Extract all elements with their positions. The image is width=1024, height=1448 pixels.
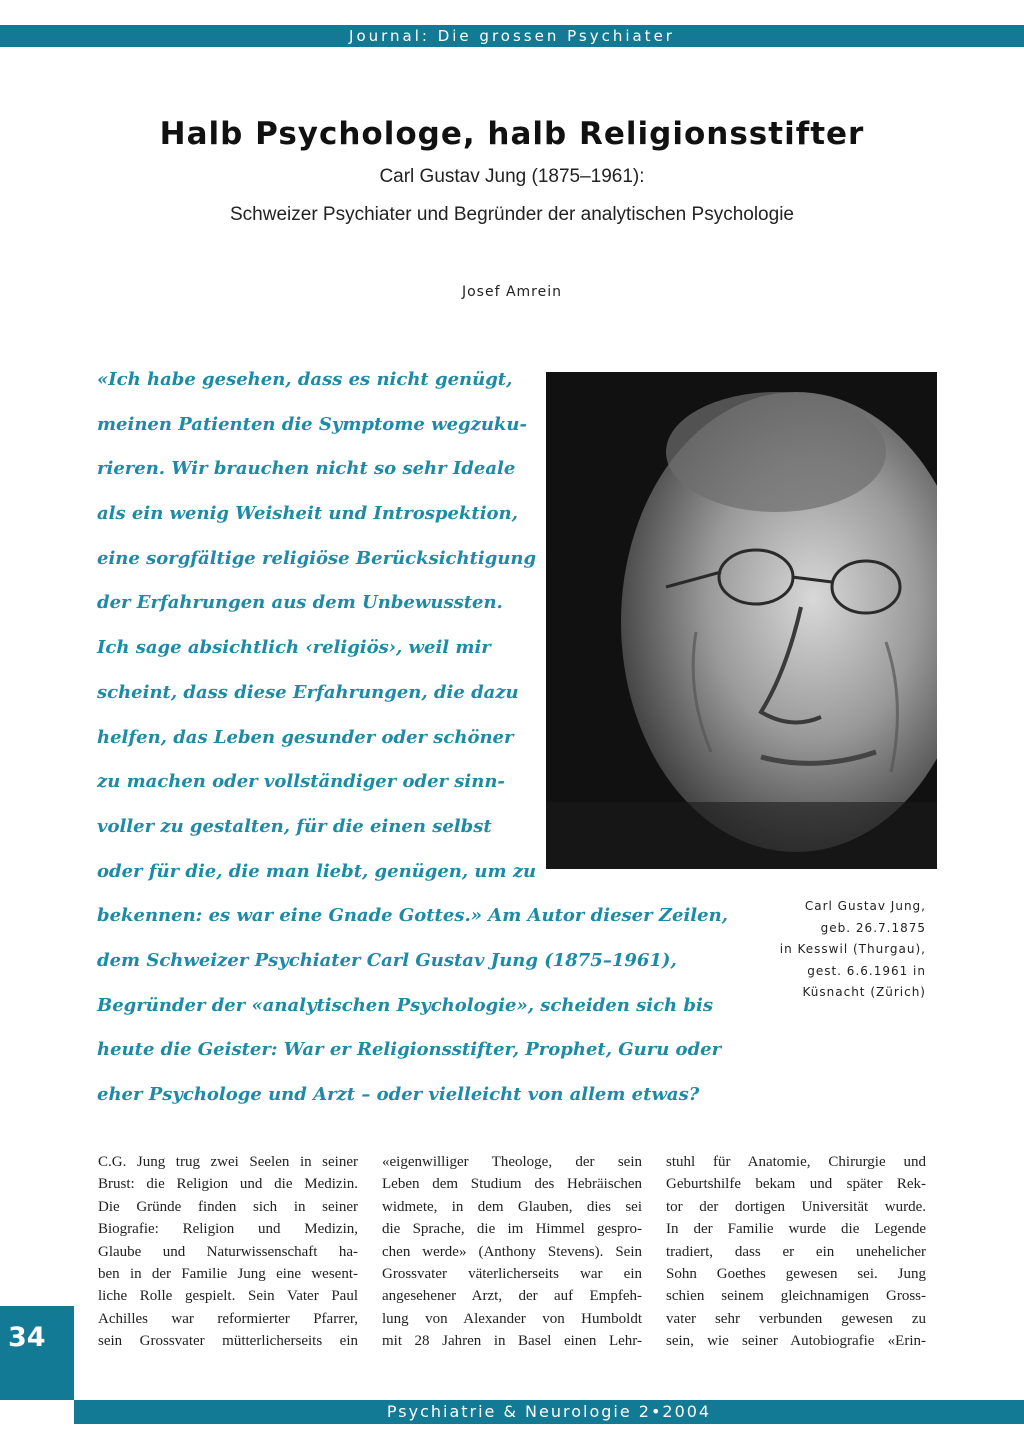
quote-line: als ein wenig Weisheit und Introspektion, <box>97 503 518 525</box>
body-text-line: Glaube und Naturwissenschaft ha- <box>98 1243 358 1260</box>
journal-header-text: Journal: Die grossen Psychiater <box>349 27 675 45</box>
article-title: Halb Psychologe, halb Religionsstifter <box>159 116 865 152</box>
quote-line: bekennen: es war eine Gnade Gottes.» Am Autor dieser Zeilen, <box>97 905 728 927</box>
body-text-line: ben in der Familie Jung eine wesent- <box>98 1265 358 1282</box>
caption-line: geb. 26.7.1875 <box>820 920 926 935</box>
body-text-line: mit 28 Jahren in Basel einen Lehr- <box>382 1333 642 1350</box>
footer-band <box>74 1400 1024 1424</box>
footer-publication: Psychiatrie & Neurologie 2•2004 <box>386 1402 712 1421</box>
body-text-line: sein, wie seiner Autobiografie «Erin- <box>666 1333 926 1350</box>
quote-line: Begründer der «analytischen Psychologie», scheiden sich bis <box>97 994 713 1016</box>
quote-line: der Erfahrungen aus dem Unbewussten. <box>97 592 503 614</box>
quote-line: zu machen oder vollständiger oder sinn- <box>97 771 505 793</box>
pull-quote <box>97 358 737 1118</box>
quote-line: rieren. Wir brauchen nicht so sehr Ideale <box>97 458 516 480</box>
photo-caption <box>750 896 926 1004</box>
body-column-2 <box>382 1151 642 1353</box>
page-number-tab <box>0 1306 74 1400</box>
quote-line: Ich sage absichtlich ‹religiös›, weil mir <box>97 637 491 659</box>
body-text-line: widmete, in dem Glauben, dies sei <box>382 1198 642 1215</box>
quote-line: meinen Patienten die Symptome wegzuku- <box>97 413 527 435</box>
body-text-line: C.G. Jung trug zwei Seelen in seiner <box>98 1154 358 1170</box>
body-text-line: die Sprache, die im Himmel gespro- <box>382 1221 642 1238</box>
body-text-line: Brust: die Religion und die Medizin. <box>98 1176 358 1193</box>
body-text-line: chen werde» (Anthony Stevens). Sein <box>382 1243 642 1260</box>
quote-line: voller zu gestalten, für die einen selbst <box>97 815 492 837</box>
body-text-line: Die Gründe finden sich in seiner <box>98 1198 358 1215</box>
quote-line: helfen, das Leben gesunder oder schöner <box>97 726 514 748</box>
quote-line: dem Schweizer Psychiater Carl Gustav Jung (1875–1961), <box>97 949 677 971</box>
quote-line: heute die Geister: War er Religionsstifter, Prophet, Guru oder <box>97 1039 722 1061</box>
body-text-line: vater sehr verbunden gewesen zu <box>666 1310 926 1327</box>
body-text-line: liche Rolle gespielt. Sein Vater Paul <box>98 1288 358 1305</box>
body-text-line: Achilles war reformierter Pfarrer, <box>98 1310 358 1327</box>
quote-line: eher Psychologe und Arzt – oder vielleicht von allem etwas? <box>97 1084 700 1105</box>
body-text-line: stuhl für Anatomie, Chirurgie und <box>666 1154 926 1170</box>
journal-header-band <box>0 25 1024 47</box>
caption-line: in Kesswil (Thurgau), <box>779 942 926 956</box>
body-text-line: sein Grossvater mütterlicherseits ein <box>98 1333 358 1350</box>
body-text-line: tor der dortigen Universität wurde. <box>666 1198 926 1215</box>
body-column-3 <box>666 1151 926 1353</box>
quote-line: «Ich habe gesehen, dass es nicht genügt, <box>97 369 513 390</box>
article-subtitle-name: Carl Gustav Jung (1875–1961): <box>379 166 645 187</box>
body-text-line: Sohn Goethes gewesen sei. Jung <box>666 1265 926 1282</box>
article-author: Josef Amrein <box>461 284 563 300</box>
body-text-line: lung von Alexander von Humboldt <box>382 1310 642 1327</box>
quote-line: eine sorgfältige religiöse Berücksichtigung <box>97 547 537 569</box>
body-column-1 <box>98 1151 358 1353</box>
body-text-line: «eigenwilliger Theologe, der sein <box>382 1154 642 1170</box>
body-text-line: tradiert, dass er ein unehelicher <box>666 1243 926 1260</box>
quote-line: oder für die, die man liebt, genügen, um zu <box>97 860 537 882</box>
body-text-line: Leben dem Studium des Hebräischen <box>382 1176 642 1193</box>
caption-line: Carl Gustav Jung, <box>804 899 926 913</box>
body-text-line: schien seinem gleichnamigen Gross- <box>666 1288 926 1305</box>
body-text-line: Biografie: Religion und Medizin, <box>98 1221 358 1238</box>
caption-line: gest. 6.6.1961 in <box>807 963 926 978</box>
page-number: 34 <box>8 1322 46 1353</box>
body-text-line: Geburtshilfe bekam und später Rek- <box>666 1176 926 1193</box>
article-subtitle-description: Schweizer Psychiater und Begründer der analytischen Psychologie <box>230 204 794 225</box>
quote-line: scheint, dass diese Erfahrungen, die dazu <box>97 681 519 703</box>
body-text-line: angesehener Arzt, der auf Empfeh- <box>382 1288 642 1305</box>
body-text-line: In der Familie wurde die Legende <box>666 1221 926 1238</box>
caption-line: Küsnacht (Zürich) <box>802 985 926 999</box>
body-text-line: Grossvater väterlicherseits war ein <box>382 1265 642 1282</box>
